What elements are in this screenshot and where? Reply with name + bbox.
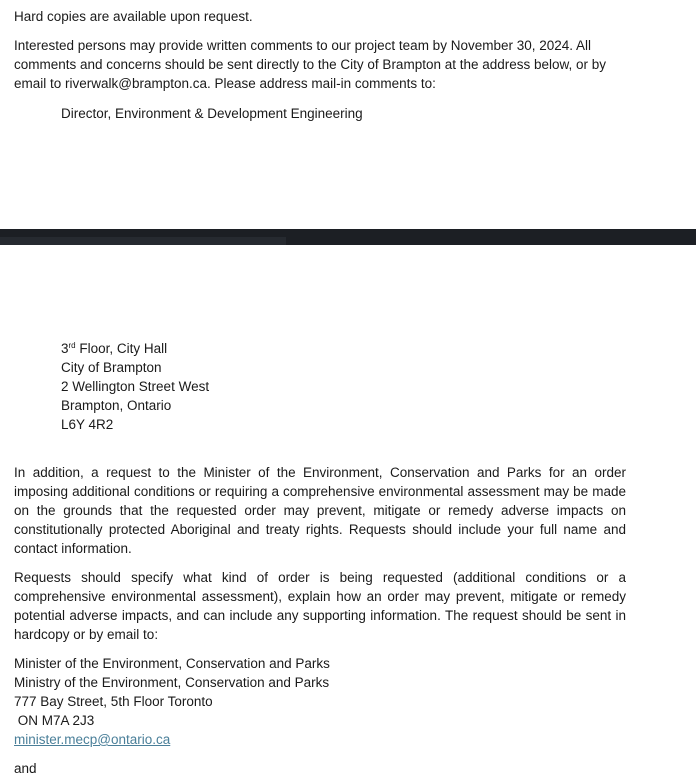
and-text: and: [14, 761, 37, 776]
address-town: Brampton, Ontario: [61, 398, 172, 413]
comments-paragraph: Interested persons may provide written comments to our project team by November 30, 2024. All comments and concerns should be sent directly to the City of Brampton at the address below, or by email to riverwalk@brampton.ca. Please address mail-in comments to:: [14, 38, 607, 91]
page-break-separator: [0, 229, 696, 245]
minister-line-1: Minister of the Environment, Conservation and Parks: [14, 656, 330, 671]
address-street: 2 Wellington Street West: [61, 379, 210, 394]
minister-line-3: 777 Bay Street, 5th Floor Toronto: [14, 694, 213, 709]
requests-paragraph: Requests should specify what kind of order is being requested (additional conditions or a comprehensive environmental assessment), explain how an order may prevent, mitigate or remedy potential adverse impacts, and can include any supporting information. The request should be sent in hardcopy or by email to:: [14, 570, 626, 642]
document-page-bottom: [0, 245, 696, 777]
minister-email-link[interactable]: minister.mecp@ontario.ca: [14, 732, 171, 747]
minister-line-2: Ministry of the Environment, Conservation and Parks: [14, 675, 330, 690]
address-floor: 3rd Floor, City Hall: [61, 341, 168, 356]
document-page-top: [0, 0, 696, 229]
addition-paragraph: In addition, a request to the Minister of the Environment, Conservation and Parks for an order imposing additional conditions or requiring a comprehensive environmental assessment may be made on the grounds that the requested order may prevent, mitigate or remedy adverse impacts on constitutionally protected Aboriginal and treaty rights. Requests should include your full name and contact information.: [14, 465, 626, 556]
address-city: City of Brampton: [61, 360, 162, 375]
minister-address: [14, 654, 626, 749]
minister-line-4: ON M7A 2J3: [14, 713, 95, 728]
hard-copies-text: Hard copies are available upon request.: [14, 9, 253, 24]
horizontal-scrollbar[interactable]: [0, 237, 286, 245]
address-postal: L6Y 4R2: [61, 417, 114, 432]
director-line: Director, Environment & Development Engineering: [61, 106, 363, 121]
city-hall-address: [61, 339, 209, 434]
